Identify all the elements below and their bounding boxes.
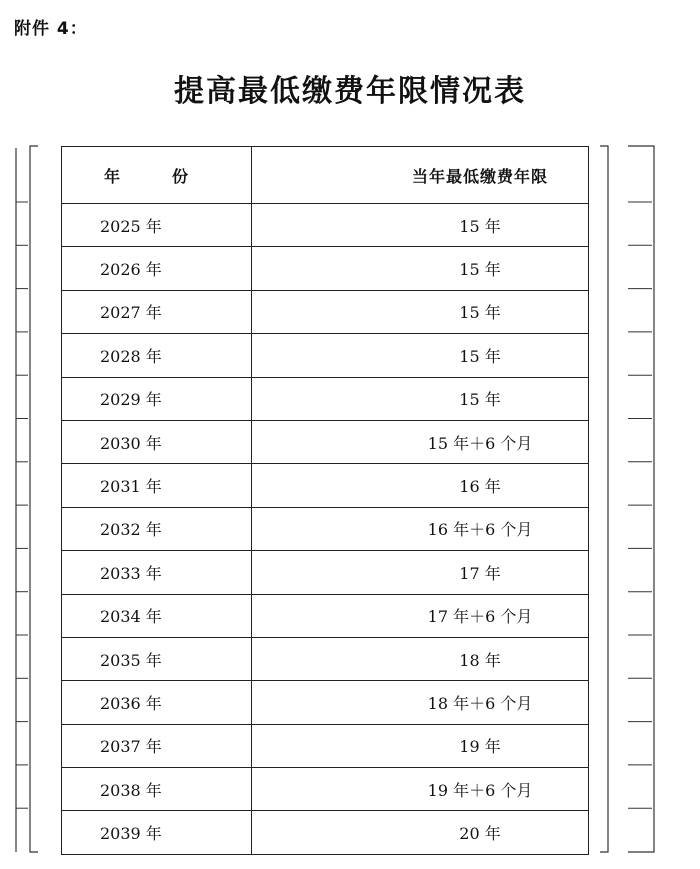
table-row [62,768,589,811]
min-years-cell: 17 年 [252,551,589,594]
table-row [62,724,589,767]
year-cell: 2029 年 [62,377,252,420]
year-cell: 2026 年 [62,247,252,290]
min-years-cell: 16 年 [252,464,589,507]
page-title: 提高最低缴费年限情况表 [174,74,526,109]
year-cell: 2036 年 [62,681,252,724]
table-row [62,681,589,724]
table-row [62,377,589,420]
table-row [62,551,589,594]
min-years-cell: 19 年 [252,724,589,767]
year-cell: 2035 年 [62,637,252,680]
year-cell: 2031 年 [62,464,252,507]
min-years-cell: 15 年 [252,377,589,420]
min-years-cell: 16 年＋6 个月 [252,507,589,550]
left-tick-marks [16,202,28,808]
year-cell: 2030 年 [62,420,252,463]
min-years-cell: 15 年＋6 个月 [252,420,589,463]
year-cell: 2037 年 [62,724,252,767]
table-row [62,594,589,637]
table-header-row [62,147,589,204]
min-years-cell: 15 年 [252,334,589,377]
attachment-label: 附件 4： [14,19,88,39]
table-row [62,420,589,463]
table-row [62,464,589,507]
table-row [62,290,589,333]
min-years-cell: 19 年＋6 个月 [252,768,589,811]
year-cell: 2039 年 [62,811,252,854]
min-years-cell: 17 年＋6 个月 [252,594,589,637]
table-row [62,204,589,247]
year-cell: 2027 年 [62,290,252,333]
year-cell: 2034 年 [62,594,252,637]
min-years-cell: 18 年 [252,637,589,680]
right-tick-marks [628,202,652,808]
min-years-cell: 15 年 [252,247,589,290]
table-row [62,334,589,377]
min-contribution-table [61,146,589,855]
min-years-cell: 20 年 [252,811,589,854]
year-cell: 2038 年 [62,768,252,811]
header-min-years: 当年最低缴费年限 [252,147,589,204]
min-years-cell: 15 年 [252,204,589,247]
table-row [62,811,589,854]
year-cell: 2032 年 [62,507,252,550]
min-years-cell: 15 年 [252,290,589,333]
year-cell: 2033 年 [62,551,252,594]
table-row [62,637,589,680]
table-row [62,507,589,550]
min-years-cell: 18 年＋6 个月 [252,681,589,724]
year-cell: 2028 年 [62,334,252,377]
year-cell: 2025 年 [62,204,252,247]
table-row [62,247,589,290]
header-year: 年 份 [62,147,252,204]
